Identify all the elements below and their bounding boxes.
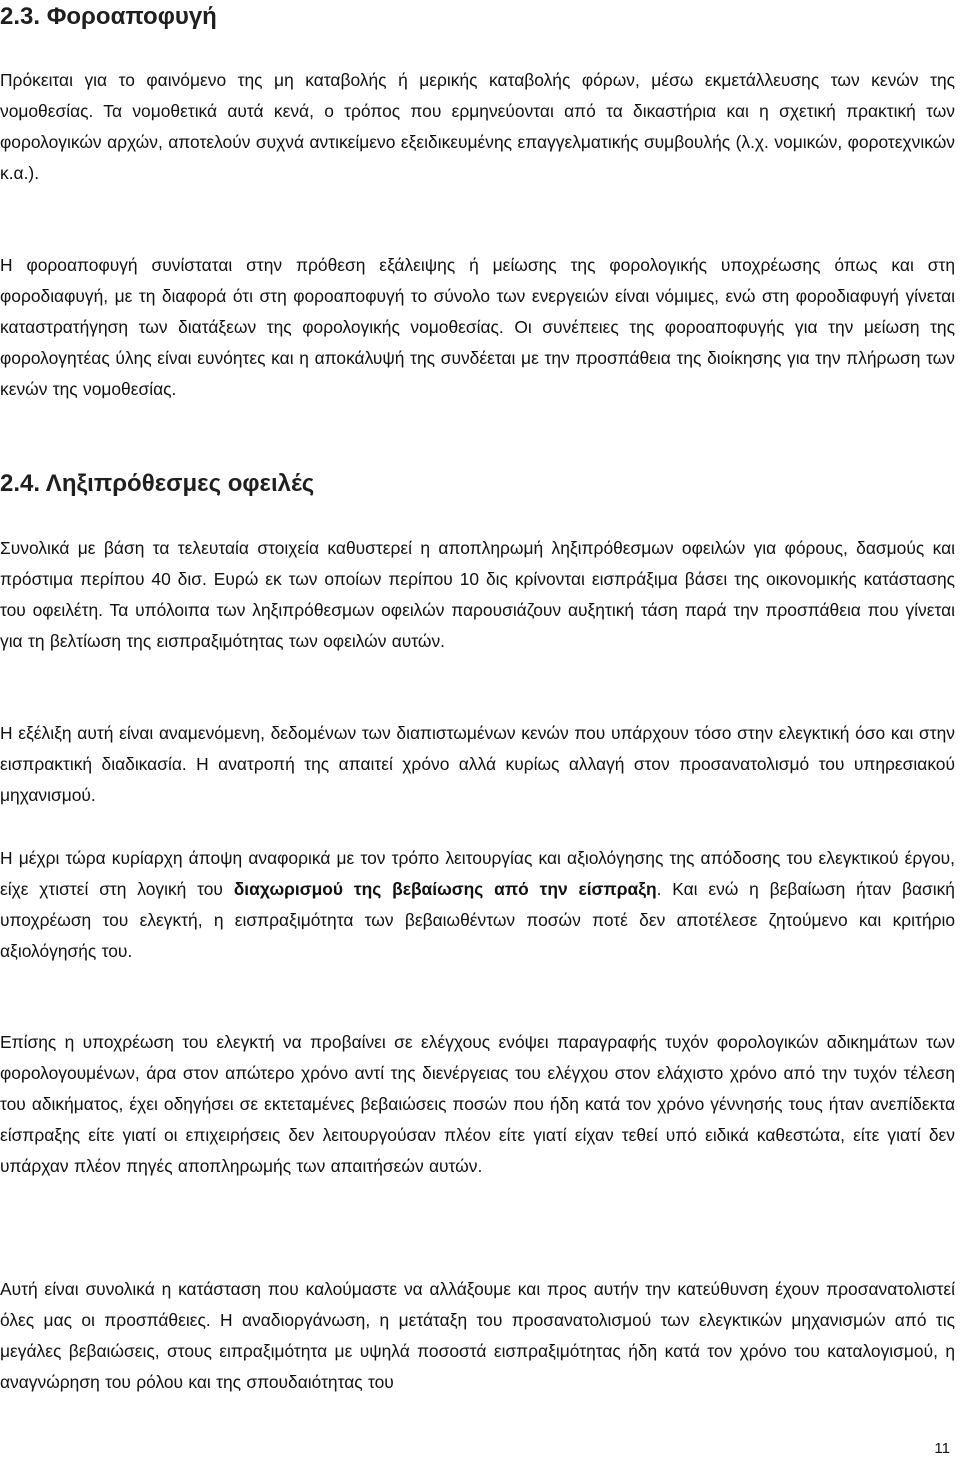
paragraph-text-after-bold: . Και ενώ η βεβαίωση ήταν βασική υποχρέωση του ελεγκτή, η εισπραξιμότητα των βεβαιωθέντων ποσών ποτέ δεν αποτέλεσε ζητούμενο και κριτήριο αξιολόγησής του. [0, 879, 955, 961]
section-heading-tax-avoidance: 2.3. Φοροαποφυγή [0, 3, 217, 30]
paragraph-audit-assessment-separation [0, 843, 955, 967]
paragraph-reorganization: Αυτή είναι συνολικά η κατάσταση που καλούμαστε να αλλάξουμε και προς αυτήν την κατεύθυνση έχουν προσανατολιστεί όλες μας οι προσπάθειες. Η αναδιοργάνωση, η μετάταξη του προσανατολισμού των ελεγκτικών μηχανισμών από τις μεγάλες βεβαιώσεις, στους ειπραξιμότητα με υψηλά ποσοστά εισπραξιμότητας ήδη κατά τον χρόνο του καταλογισμού, η αναγνώρηση του ρόλου και της σπουδαιότητας του [0, 1279, 955, 1392]
paragraph-expected-development: Η εξέλιξη αυτή είναι αναμενόμενη, δεδομένων των διαπιστωμένων κενών που υπάρχουν τόσο στην ελεγκτική όσο και στην εισπρακτική διαδικασία. Η ανατροπή της απαιτεί χρόνο αλλά κυρίως αλλαγή στον προσανατολισμό του υπηρεσιακού μηχανισμού. [0, 723, 955, 805]
page-number: 11 [934, 1440, 950, 1457]
paragraph-tax-avoidance-definition: Πρόκειται για το φαινόμενο της μη καταβολής ή μερικής καταβολής φόρων, μέσω εκμετάλλευσης των κενών της νομοθεσίας. Τα νομοθετικά αυτά κενά, ο τρόπος που ερμηνεύονται από τα δικαστήρια και η σχετική πρακτική των φορολογικών αρχών, αποτελούν συχνά αντικείμενο εξειδικευμένης επαγγελματικής συμβουλής (λ.χ. νομικών, φοροτεχνικών κ.α.). [0, 70, 955, 183]
section-heading-overdue-debts: 2.4. Ληξιπρόθεσμες οφειλές [0, 470, 315, 497]
paragraph-auditor-obligation: Επίσης η υποχρέωση του ελεγκτή να προβαίνει σε ελέγχους ενόψει παραγραφής τυχόν φορολογικών αδικημάτων των φορολογουμένων, άρα στον απώτερο χρόνο αντί της διενέργειας του ελέγχου στον ελάχιστο χρόνο από την τυχόν τέλεση του αδικήματος, έχει οδηγήσει σε εκτεταμένες βεβαιώσεις ποσών που ήδη κατά τον χρόνο γέννησής τους ήταν ανεπίδεκτα είσπραξης είτε γιατί οι επιχειρήσεις δεν λειτουργούσαν πλέον είτε γιατί είχαν τεθεί υπό ειδικά καθεστώτα, είτε γιατί δεν υπάρχαν πλέον πηγές αποπληρωμής των απαιτήσεών αυτών. [0, 1032, 955, 1176]
bold-phrase-separation: διαχωρισμού της βεβαίωσης από την είσπραξη [233, 879, 657, 899]
paragraph-tax-avoidance-vs-evasion: Η φοροαποφυγή συνίσταται στην πρόθεση εξάλειψης ή μείωσης της φορολογικής υποχρέωσης όπως και στη φοροδιαφυγή, με τη διαφορά ότι στη φοροαποφυγή το σύνολο των ενεργειών είναι νόμιμες, ενώ στη φοροδιαφυγή γίνεται καταστρατήγηση των διατάξεων της φορολογικής νομοθεσίας. Οι συνέπειες της φοροαποφυγής για την μείωση της φορολογητέας ύλης είναι ευνόητες και η αποκάλυψή της συνδέεται με την προσπάθεια της διοίκησης για την πλήρωση των κενών της νομοθεσίας. [0, 255, 955, 399]
paragraph-text-before-bold: Η μέχρι τώρα κυρίαρχη άποψη αναφορικά με τον τρόπο λειτουργίας και αξιολόγησης της απόδοσης του ελεγκτικού έργου, είχε χτιστεί στη λογική του [0, 848, 955, 899]
paragraph-overdue-debts-totals: Συνολικά με βάση τα τελευταία στοιχεία καθυστερεί η αποπληρωμή ληξιπρόθεσμων οφειλών για φόρους, δασμούς και πρόστιμα περίπου 40 δισ. Ευρώ εκ των οποίων περίπου 10 δις κρίνονται εισπράξιμα βάσει της οικονομικής κατάστασης του οφειλέτη. Τα υπόλοιπα των ληξιπρόθεσμων οφειλών παρουσιάζουν αυξητική τάση παρά την προσπάθεια που γίνεται για τη βελτίωση της εισπραξιμότητας των οφειλών αυτών. [0, 538, 955, 651]
